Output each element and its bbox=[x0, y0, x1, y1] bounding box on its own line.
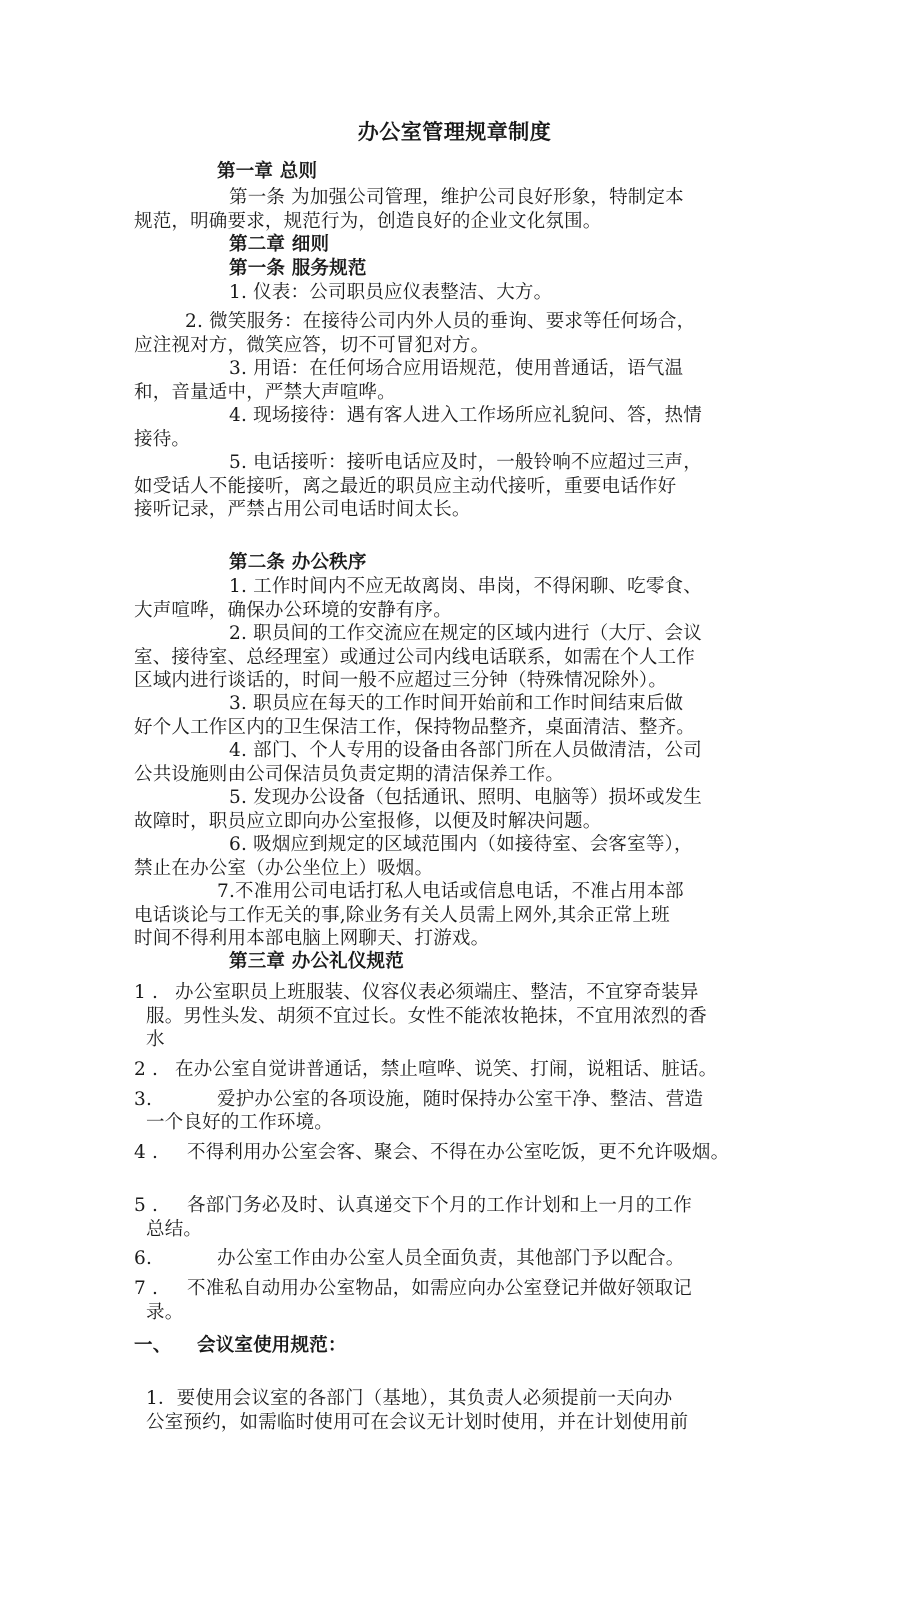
meeting-item-1-line-1: 1．要使用会议室的各部门（基地），其负责人必须提前一天向办 bbox=[146, 1388, 673, 1409]
order-item-2-line-1: 2. 职员间的工作交流应在规定的区域内进行（大厅、会议 bbox=[229, 623, 702, 644]
meeting-item-1-line-2: 公室预约，如需临时使用可在会议无计划时使用，并在计划使用前 bbox=[146, 1412, 689, 1433]
service-item-3-line-1: 3. 用语：在任何场合应用语规范，使用普通话，语气温 bbox=[229, 358, 684, 379]
chapter-1-article-1-line-2: 规范，明确要求，规范行为，创造良好的企业文化氛围。 bbox=[134, 211, 602, 232]
order-item-7-line-3: 时间不得利用本部电脑上网聊天、打游戏。 bbox=[134, 928, 490, 949]
etiquette-item-1-number: 1 . bbox=[134, 982, 159, 1003]
order-item-7-line-1: 7.不准用公司电话打私人电话或信息电话，不准占用本部 bbox=[217, 881, 684, 902]
order-item-5-line-1: 5. 发现办公设备（包括通讯、照明、电脑等）损坏或发生 bbox=[229, 787, 702, 808]
etiquette-item-7-line-2: 录。 bbox=[146, 1302, 184, 1323]
chapter-1-heading: 第一章 总则 bbox=[217, 161, 318, 182]
meeting-room-rules-heading: 会议室使用规范： bbox=[197, 1335, 347, 1356]
order-item-4-line-1: 4. 部门、个人专用的设备由各部门所在人员做清洁，公司 bbox=[229, 740, 702, 761]
etiquette-item-4-line-1: 不得利用办公室会客、聚会、不得在办公室吃饭，更不允许吸烟。 bbox=[187, 1142, 730, 1163]
order-item-1-line-1: 1. 工作时间内不应无故离岗、串岗，不得闲聊、吃零食、 bbox=[229, 576, 702, 597]
etiquette-item-2-line-1: 在办公室自觉讲普通话，禁止喧哗、说笑、打闹，说粗话、脏话。 bbox=[175, 1059, 718, 1080]
order-item-3-line-1: 3. 职员应在每天的工作时间开始前和工作时间结束后做 bbox=[229, 693, 684, 714]
chapter-3-heading: 第三章 办公礼仪规范 bbox=[229, 951, 404, 972]
order-item-5-line-2: 故障时，职员应立即向办公室报修，以便及时解决问题。 bbox=[134, 811, 602, 832]
etiquette-item-7-number: 7 . bbox=[134, 1278, 159, 1299]
order-item-7-line-2: 电话谈论与工作无关的事,除业务有关人员需上网外,其余正常上班 bbox=[134, 905, 670, 926]
etiquette-item-3-line-2: 一个良好的工作环境。 bbox=[146, 1112, 334, 1133]
etiquette-item-7-line-1: 不准私自动用办公室物品，如需应向办公室登记并做好领取记 bbox=[187, 1278, 692, 1299]
service-item-4-line-1: 4. 现场接待：遇有客人进入工作场所应礼貌问、答，热情 bbox=[229, 405, 702, 426]
service-item-2-line-2: 应注视对方，微笑应答，切不可冒犯对方。 bbox=[134, 335, 490, 356]
service-rules-heading: 第一条 服务规范 bbox=[229, 258, 367, 279]
etiquette-item-5-line-2: 总结。 bbox=[146, 1219, 203, 1240]
order-item-4-line-2: 公共设施则由公司保洁员负责定期的清洁保养工作。 bbox=[134, 764, 565, 785]
etiquette-item-4-number: 4 . bbox=[134, 1142, 159, 1163]
order-item-6-line-1: 6. 吸烟应到规定的区域范围内（如接待室、会客室等）， bbox=[229, 834, 693, 855]
etiquette-item-2-number: 2 . bbox=[134, 1059, 159, 1080]
etiquette-item-1-line-2: 服。男性头发、胡须不宜过长。女性不能浓妆艳抹，不宜用浓烈的香 bbox=[146, 1006, 708, 1027]
chapter-2-heading: 第二章 细则 bbox=[229, 234, 330, 255]
order-item-2-line-2: 室、接待室、总经理室）或通过公司内线电话联系，如需在个人工作 bbox=[134, 647, 696, 668]
order-item-2-line-3: 区域内进行谈话的，时间一般不应超过三分钟（特殊情况除外）。 bbox=[134, 670, 668, 691]
etiquette-item-3-line-1: 爱护办公室的各项设施，随时保持办公室干净、整洁、营造 bbox=[217, 1089, 704, 1110]
order-item-6-line-2: 禁止在办公室（办公坐位上）吸烟。 bbox=[134, 858, 434, 879]
office-order-heading: 第二条 办公秩序 bbox=[229, 552, 367, 573]
etiquette-item-6-number: 6. bbox=[134, 1248, 153, 1269]
etiquette-item-1-line-3: 水 bbox=[146, 1029, 165, 1050]
section-1-number: 一、 bbox=[134, 1335, 172, 1356]
order-item-1-line-2: 大声喧哗，确保办公环境的安静有序。 bbox=[134, 600, 452, 621]
service-item-5-line-3: 接听记录，严禁占用公司电话时间太长。 bbox=[134, 499, 471, 520]
service-item-5-line-1: 5. 电话接听：接听电话应及时，一般铃响不应超过三声， bbox=[229, 452, 702, 473]
service-item-4-line-2: 接待。 bbox=[134, 429, 191, 450]
etiquette-item-3-number: 3. bbox=[134, 1089, 153, 1110]
document-title: 办公室管理规章制度 bbox=[357, 119, 552, 144]
service-item-5-line-2: 如受话人不能接听，离之最近的职员应主动代接听，重要电话作好 bbox=[134, 476, 677, 497]
order-item-3-line-2: 好个人工作区内的卫生保洁工作，保持物品整齐，桌面清洁、整齐。 bbox=[134, 717, 696, 738]
etiquette-item-5-line-1: 各部门务必及时、认真递交下个月的工作计划和上一月的工作 bbox=[187, 1195, 692, 1216]
service-item-1: 1. 仪表：公司职员应仪表整洁、大方。 bbox=[229, 282, 553, 303]
service-item-3-line-2: 和，音量适中，严禁大声喧哗。 bbox=[134, 382, 396, 403]
service-item-2-line-1: 2. 微笑服务：在接待公司内外人员的垂询、要求等任何场合， bbox=[185, 311, 696, 332]
chapter-1-article-1-line-1: 第一条 为加强公司管理，维护公司良好形象，特制定本 bbox=[229, 187, 684, 208]
etiquette-item-1-line-1: 办公室职员上班服装、仪容仪表必须端庄、整洁，不宜穿奇装异 bbox=[175, 982, 699, 1003]
etiquette-item-6-line-1: 办公室工作由办公室人员全面负责，其他部门予以配合。 bbox=[217, 1248, 685, 1269]
etiquette-item-5-number: 5 . bbox=[134, 1195, 159, 1216]
